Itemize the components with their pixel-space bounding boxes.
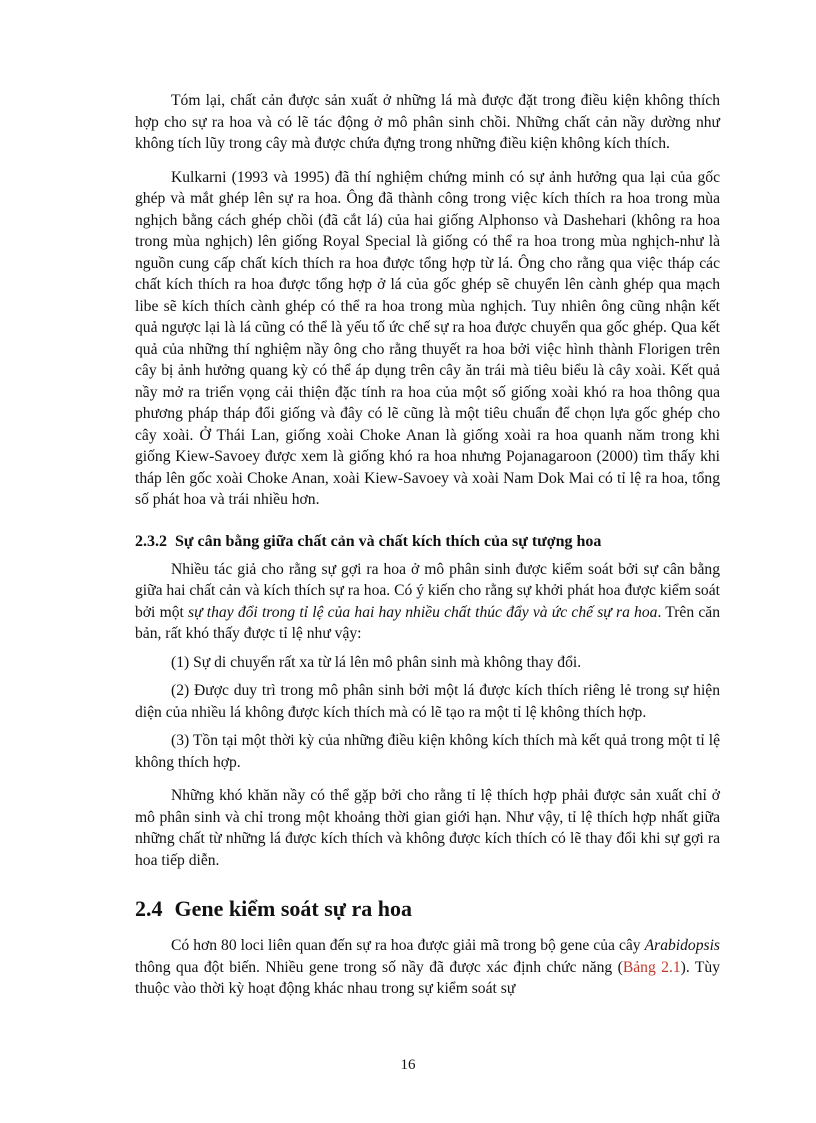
- paragraph-genes: [135, 935, 720, 1000]
- section-heading-2-4: [135, 895, 720, 923]
- list-item-1: (1) Sự di chuyển rất xa từ lá lên mô phân sinh mà không thay đổi.: [171, 653, 582, 671]
- section-heading-2-3-2: [135, 531, 720, 553]
- italic-text: sự thay đổi trong tỉ lệ của hai hay nhiều chất thúc đẩy và ức chế sự ra hoa: [188, 603, 658, 621]
- paragraph-kulkarni-grafting: Kulkarni (1993 và 1995) đã thí nghiệm chứng minh có sự ảnh hưởng qua lại của gốc ghép và mắt ghép lên sự ra hoa. Ông đã thành công trong việc kích thích ra hoa trong mùa nghịch bằng cách ghép chồi (đã cắt lá) của hai giống Alphonso và Dashehari (không ra hoa trong mùa nghịch) lên giống Royal Special là giống có thể ra hoa trong mùa nghịch-như là nguồn cung cấp chất kích thích ra hoa được tổng hợp từ lá. Ông cho rằng qua việc tháp các chất kích thích ra hoa được tổng hợp ở lá của gốc ghép sẽ chuyển lên cành ghép qua mạch libe sẽ kích thích cành ghép có thể ra hoa trong mùa nghịch. Tuy nhiên ông cũng nhận kết quả ngược lại là lá cũng có thể là yếu tố ức chế sự ra hoa được chuyển qua gốc ghép. Qua kết quả của những thí nghiệm nầy ông cho rằng thuyết ra hoa bởi việc hình thành Florigen trên cây bị ảnh hưởng quang kỳ có thể áp dụng trên cây ăn trái mà tiêu biểu là cây xoài. Kết quả nầy mở ra triển vọng cải thiện đặc tính ra hoa của một số giống xoài khó ra hoa thông qua phương pháp tháp đổi giống và đây có lẽ cũng là một tiêu chuẩn để chọn lựa gốc ghép cho cây xoài. Ở Thái Lan, giống xoài Choke Anan là giống xoài ra hoa quanh năm trong khi giống Kiew-Savoey được xem là giống khó ra hoa nhưng Pojanagaroon (2000) tìm thấy khi tháp lên gốc xoài Choke Anan, xoài Kiew-Savoey và xoài Nam Dok Mai có tỉ lệ ra hoa, tổng số phát hoa và trái nhiều hơn.: [135, 168, 720, 508]
- text-run: Nhiều tác giả cho rằng sự gợi ra hoa ở mô phân sinh được kiểm soát bởi sự cân bằng giữa hai chất cản và kích thích sự ra hoa. Có ý kiến cho rằng sự khởi phát hoa được kiểm soát bởi một: [135, 560, 720, 621]
- paragraph-difficulties: Những khó khăn nầy có thể gặp bởi cho rằng tỉ lệ thích hợp phải được sản xuất chỉ ở mô phân sinh và chỉ trong một khoảng thời gian giới hạn. Như vậy, tỉ lệ thích hợp nhất giữa những chất từ những lá được kích thích và không được kích thích có lẽ thay đổi khi sự gợi ra hoa tiếp diễn.: [135, 787, 720, 869]
- text-run: ). Tùy thuộc vào thời kỳ hoạt động khác nhau trong sự kiểm soát sự: [135, 958, 720, 997]
- section-number: 2.3.2: [135, 532, 167, 550]
- paragraph-inhibitor-summary: Tóm lại, chất cản được sản xuất ở những lá mà được đặt trong điều kiện không thích hợp cho sự ra hoa và có lẽ tác động ở mô phân sinh chồi. Những chất cản nầy dường như không tích lũy trong cây mà được chứa đựng trong những điều kiện không kích thích.: [135, 92, 720, 152]
- section-title: Gene kiểm soát sự ra hoa: [174, 896, 412, 921]
- table-reference-link[interactable]: Bảng 2.1: [622, 958, 681, 976]
- text-run: Có hơn 80 loci liên quan đến sự ra hoa được giải mã trong bộ gene của cây: [171, 937, 645, 954]
- page-number: 16: [400, 1057, 416, 1073]
- text-run: thông qua đột biến. Nhiều gene trong số nầy đã được xác định chức năng (: [135, 958, 623, 976]
- text-run: . Trên căn bản, rất khó thấy được tỉ lệ như vậy:: [135, 603, 720, 642]
- paragraph-balance-intro: [135, 559, 720, 645]
- section-title: Sự cân bằng giữa chất cản và chất kích thích của sự tượng hoa: [175, 532, 602, 550]
- list-item-2: (2) Được duy trì trong mô phân sinh bởi một lá được kích thích riêng lẻ trong sự hiện diện của nhiều lá không được kích thích mà có lẽ tạo ra một tỉ lệ không thích hợp.: [135, 682, 720, 721]
- section-number: 2.4: [135, 896, 163, 921]
- italic-text: Arabidopsis: [644, 937, 720, 954]
- document-body: [135, 90, 720, 1000]
- list-item-3: (3) Tồn tại một thời kỳ của những điều kiện không kích thích mà kết quả trong một tỉ lệ không thích hợp.: [135, 732, 720, 771]
